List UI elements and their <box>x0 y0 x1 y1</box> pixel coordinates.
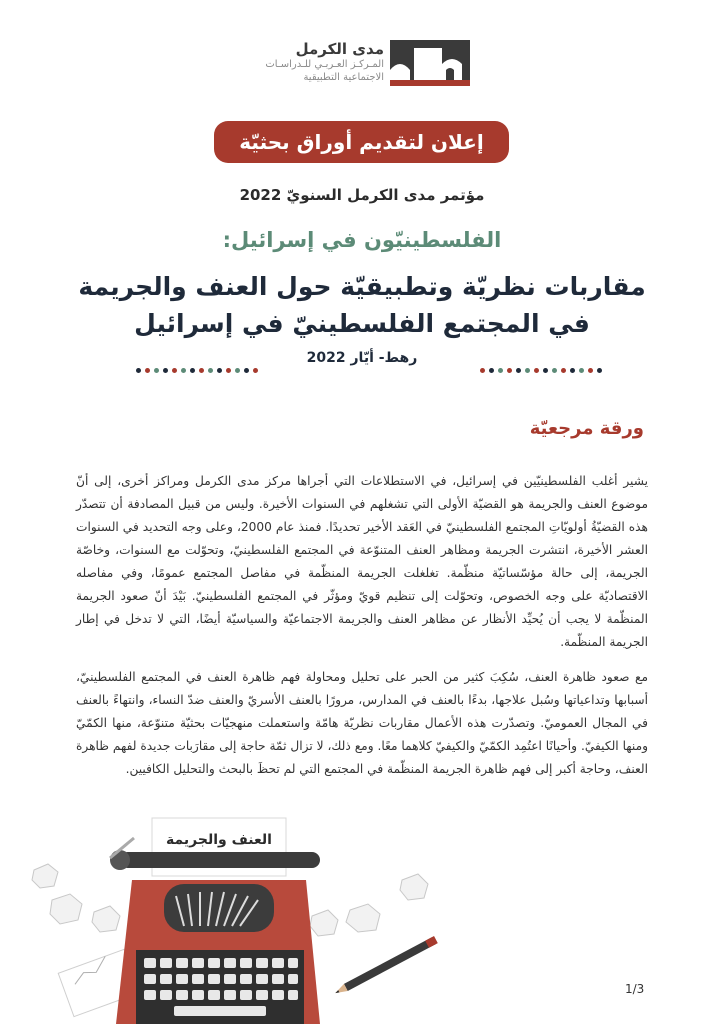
decorative-dots-right <box>464 358 604 366</box>
paper-text: العنف والجريمة <box>166 832 272 848</box>
org-subtitle-2: الاجتماعية التطبيقية <box>303 72 384 83</box>
main-title <box>0 268 724 342</box>
event-date: رهط- أيّار 2022 <box>306 350 418 366</box>
logo <box>250 38 470 88</box>
paragraph-1: يشير أغلب الفلسطينيّين في إسرائيل، في الاستطلاعات التي أجراها مركز مدى الكرمل ومراكز أخرى، إلى أنّ موضوع العنف والجريمة هو القضيّة الأولى التي تشغلهم في السنوات الأخيرة. وليس من قبيل المصادفة أن تتصدّر هذه القضيّةُ أولويّاتِ المجتمع الفلسطينيّ في العَقد الأخير تحديدًا. فمنذ عام 2000، وعلى وجه التحديد في السنوات العشر الأخيرة، انتشرت الجريمة ومظاهر العنف المتنوّعة في المجتمع الفلسطينيّ، وتحوّلت مع السنوات، وخاصّة الجريمة، إلى حالة مؤسّساتيّة منظّمة. تغلغلت الجريمة المنظّمة في مفاصل المجتمع عمومًا، وفي مفاصله الاقتصاديّة على وجه الخصوص، وتحوّلت إلى تنظيم قويّ ومؤثّر في المجتمع الفلسطينيّ. بَيْدَ أنّ صعود الجريمة المنظّمة لا يجب أن يُحيِّد الأنظار عن مظاهر العنف والجريمة الاجتماعيّة والسياسيّة أيضًا، التي لا تدخل في إطار الجريمة المنظّمة. <box>76 474 648 650</box>
paragraph-2: مع صعود ظاهرة العنف، سُكِبَ كثير من الحبر على تحليل ومحاولة فهم ظاهرة العنف في المجتمع الفلسطينيّ، أسبابها وتداعياتها وسُبل علاجها، بدءًا بالعنف في المدارس، مرورًا بالعنف الأسريّ والعنف ضدّ النساء، وانتهاءً بالعنف في المجال العموميّ. وتصدّرت هذه الأعمال مقاربات نظريّة هامّة واستعملت منهجيّات بحثيّة متنوّعة، منها الكمّيّ ومنها الكيفيّ. وأحيانًا اعتُمِد الكمّيّ والكيفيّ كلاهما معًا. ومع ذلك، لا تزال ثمّة حاجة إلى مقارَبات جديدة لفهم ظاهرة العنف، وحاجة أكبر إلى فهم ظاهرة الجريمة المنظّمة في المجتمع التي لم تحظَ بالبحث والتحليل الكافيين. <box>76 670 648 777</box>
pencil-icon <box>324 918 464 1008</box>
org-subtitle-1: المـركـز العـربـي للـدراسـات <box>265 59 384 70</box>
title-line-3: في المجتمع الفلسطينيّ في إسرائيل <box>134 309 590 338</box>
announcement-banner: إعلان لتقديم أوراق بحثيّة <box>214 121 509 163</box>
logo-text <box>250 40 384 84</box>
title-line-1: الفلسطينيّون في إسرائيل: <box>222 228 502 252</box>
section-title: ورقة مرجعيّة <box>529 418 644 439</box>
conference-title: مؤتمر مدى الكرمل السنويّ 2022 <box>239 186 485 204</box>
logo-mark-icon <box>390 40 470 86</box>
title-line-2: مقاربات نظريّة وتطبيقيّة حول العنف والجريمة <box>78 272 646 301</box>
decorative-dots-left <box>120 358 260 366</box>
page-number: 1/3 <box>625 982 645 996</box>
org-name: مدى الكرمل <box>295 40 384 58</box>
date-row <box>120 350 604 372</box>
